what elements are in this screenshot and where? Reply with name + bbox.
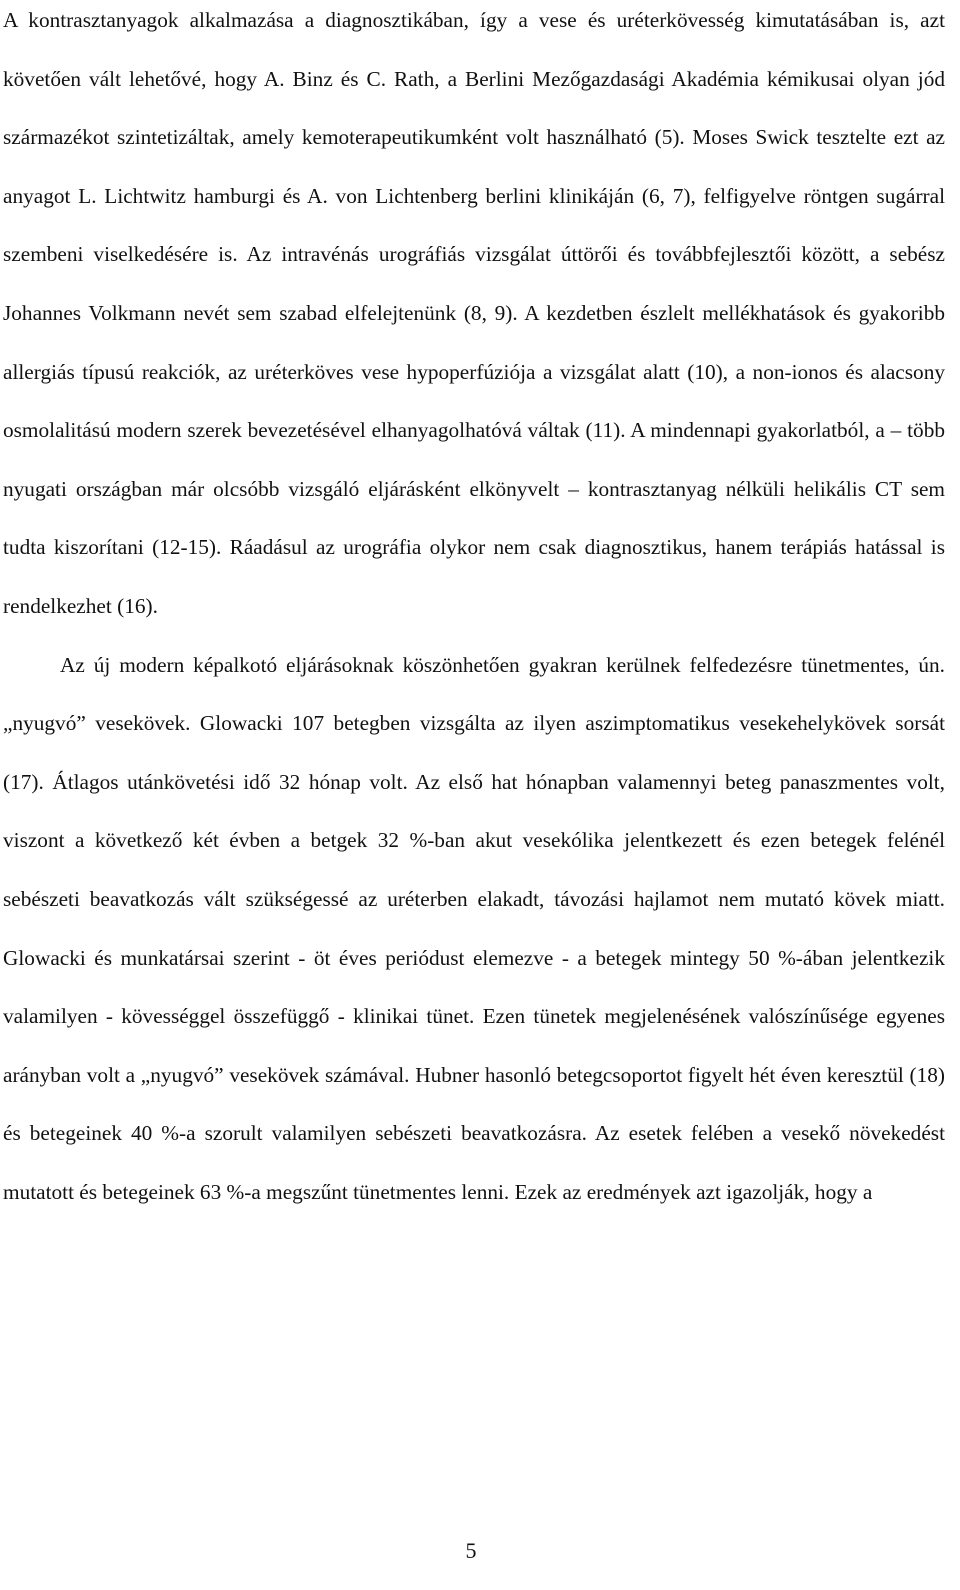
- paragraph-contrast-agents: A kontrasztanyagok alkalmazása a diagnosztikában, így a vese és uréterkövesség kimutatásában is, azt követően vált lehetővé, hogy A. Binz és C. Rath, a Berlini Mezőgazdasági Akadémia kémikusai olyan jód származékot szintetizáltak, amely kemoterapeutikumként volt használható (5). Moses Swick tesztelte ezt az anyagot L. Lichtwitz hamburgi és A. von Lichtenberg berlini klinikáján (6, 7), felfigyelve röntgen sugárral szembeni viselkedésére is. Az intravénás urográfiás vizsgálat úttörői és továbbfejlesztői között, a sebész Johannes Volkmann nevét sem szabad elfelejtenünk (8, 9). A kezdetben észlelt mellékhatások és gyakoribb allergiás típusú reakciók, az uréterköves vese hypoperfúziója a vizsgálat alatt (10), a non-ionos és alacsony osmolalitású modern szerek bevezetésével elhanyagolhatóvá váltak (11). A mindennapi gyakorlatból, a – több nyugati országban már olcsóbb vizsgáló eljárásként elkönyvelt – kontrasztanyag nélküli helikális CT sem tudta kiszorítani (12-15). Ráadásul az urográfia olykor nem csak diagnosztikus, hanem terápiás hatással is rendelkezhet (16).: [3, 8, 945, 618]
- paragraph-silent-stones: Az új modern képalkotó eljárásoknak köszönhetően gyakran kerülnek felfedezésre tünetmentes, ún. „nyugvó” vesekövek. Glowacki 107 betegben vizsgálta az ilyen aszimptomatikus vesekehelykövek sorsát (17). Átlagos utánkövetési idő 32 hónap volt. Az első hat hónapban valamennyi beteg panaszmentes volt, viszont a következő két évben a betgek 32 %-ban akut vesekólika jelentkezett és ezen betegek felénél sebészeti beavatkozás vált szükségessé az uréterben elakadt, távozási hajlamot nem mutató kövek miatt. Glowacki és munkatársai szerint - öt éves periódust elemezve - a betegek mintegy 50 %-ában jelentkezik valamilyen - kövességgel összefüggő - klinikai tünet. Ezen tünetek megjelenésének valószínűsége egyenes arányban volt a „nyugvó” vesekövek számával. Hubner hasonló betegcsoportot figyelt hét éven keresztül (18) és betegeinek 40 %-a szorult valamilyen sebészeti beavatkozásra. Az esetek felében a vesekő növekedést mutatott és betegeinek 63 %-a megszűnt tünetmentes lenni. Ezek az eredmények azt igazolják, hogy a: [3, 652, 945, 1204]
- page-number: 5: [465, 1538, 477, 1563]
- body-text: [3, 0, 945, 1221]
